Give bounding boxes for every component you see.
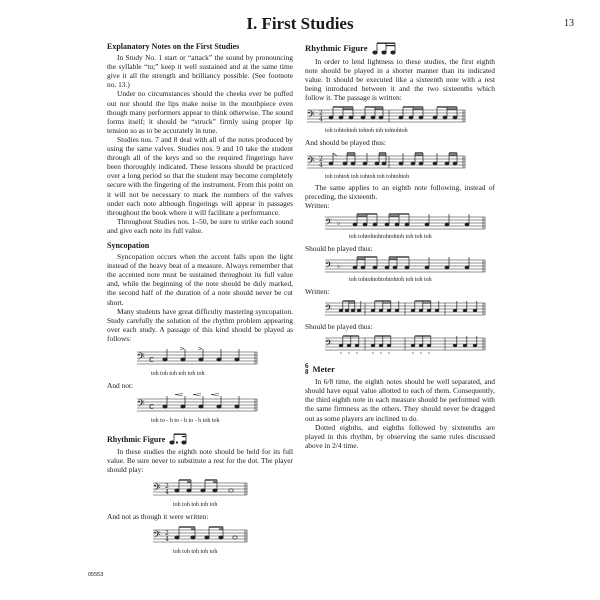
svg-text:♭: ♭ bbox=[337, 218, 341, 227]
syncopation-staff-2 bbox=[107, 393, 293, 417]
page-title: I. First Studies bbox=[246, 14, 354, 33]
svg-text:2: 2 bbox=[319, 110, 323, 118]
svg-text:𝄢: 𝄢 bbox=[325, 216, 333, 230]
rhythmic-figure-heading-right bbox=[305, 42, 495, 55]
meter-heading-text: Meter bbox=[312, 363, 335, 374]
explanatory-paragraph-2: Under no circumstances should the cheeks ever be puffed out nor should the lips make noise in the mouthpiece even though many performers appear to think otherwise. The sound forms itself; it should be “struck” firmly using proper lip tension so as to be accurately in tune. bbox=[107, 89, 293, 135]
syncopation-paragraph-2: Many students have great difficulty mastering syncopation. Study carefully the solution of the rhythm problem appearing over each study. A passage of this kind should be played as follows: bbox=[107, 306, 293, 343]
explanatory-paragraph-3: Studies nos. 7 and 8 deal with all of the notes produced by using the same valves. Studies nos. 9 and 10 take the student through all of the keys and so the required fingerings have been thoroughly indicated. These lessons should be practiced over a long period so that the student may become completely secure with the fingering of the instrument. From this point on it will not be necessary to mark the numbers of the valves under each note although fingerings will appear in passages throughout the book where it will facilitate a performance. bbox=[107, 134, 293, 217]
rhythmic-figure-right-staff-5 bbox=[305, 299, 495, 319]
svg-text:2: 2 bbox=[319, 155, 323, 163]
left-column bbox=[107, 42, 293, 558]
syncopation-syllables-1: toh toh toh toh toh toh bbox=[151, 371, 205, 377]
rhythmic-figure-heading-left bbox=[107, 433, 293, 445]
rhythmic-figure-right-staff-3 bbox=[305, 213, 495, 233]
svg-text:4: 4 bbox=[165, 489, 169, 497]
svg-text:𝄢: 𝄢 bbox=[325, 303, 333, 317]
rhythmic-figure-written-1: Written: bbox=[305, 200, 330, 210]
rhythmic-figure-right-syllables-2: toh tohtoh toh tohtoh toh tohtohtoh bbox=[325, 173, 410, 180]
rhythmic-figure-left-staff-2 bbox=[107, 524, 293, 548]
rhythmic-figure-right-syllables-3: toh tohtohtohtohtohtoh toh toh toh bbox=[349, 233, 432, 240]
svg-text:2: 2 bbox=[165, 530, 169, 538]
rhythmic-figure-written-2: Written: bbox=[305, 286, 330, 296]
eighth-two-sixteenths-icon bbox=[372, 42, 398, 55]
rhythmic-figure-right-syllables-1: toh tohtohtoh tohtoh toh tohtohtoh bbox=[325, 128, 408, 135]
svg-text:𝄢: 𝄢 bbox=[153, 529, 161, 544]
syncopation-heading: Syncopation bbox=[107, 240, 150, 250]
svg-text:𝄢: 𝄢 bbox=[325, 259, 333, 273]
meter-paragraph-2: Dotted eighths, and eighths followed by sixteenths are played in this rhythm, by observing the same rules discussed above in 2/4 time. bbox=[305, 422, 495, 450]
meter-heading bbox=[305, 363, 495, 375]
dotted-eighth-sixteenth-icon bbox=[169, 433, 191, 445]
rhythmic-figure-heading-right-text: Rhythmic Figure bbox=[305, 42, 368, 53]
syncopation-syllables-2: toh to - h to - h to - h toh toh bbox=[151, 418, 220, 425]
right-column bbox=[305, 42, 495, 450]
rhythmic-figure-left-staff-1 bbox=[107, 477, 293, 501]
svg-text:2: 2 bbox=[165, 483, 169, 491]
syncopation-paragraph-1: Syncopation occurs when the accent falls upon the light instead of the heavy beat of a measure. Always remember that the accented note must be sustained throughout its full value and, while the beginning of the note should be duly marked, the second half of the duration of a note should never be cut short. bbox=[107, 252, 293, 307]
explanatory-paragraph-4: Throughout Studies nos. 1–50, be sure to strike each sound and give each note its full value. bbox=[107, 216, 293, 235]
meter-sign-top: 6 bbox=[305, 362, 309, 371]
svg-text:c: c bbox=[149, 355, 155, 365]
rhythmic-figure-heading-left-text: Rhythmic Figure bbox=[107, 434, 166, 444]
svg-text:𝄢: 𝄢 bbox=[137, 351, 145, 365]
rhythmic-figure-right-staff-1 bbox=[305, 105, 495, 127]
svg-text:𝄢: 𝄢 bbox=[325, 338, 333, 352]
rhythmic-figure-right-paragraph-1: In order to lend lightness to these studies, the first eighth note should be played in a shorter manner than its indicated value. It should be executed like a sixteenth note with a rest being introduced between it and the two sixteenths which follow it. The passage is written: bbox=[305, 57, 495, 103]
page-number: 13 bbox=[564, 18, 574, 29]
meter-paragraph-1: In 6/8 time, the eighth notes should be well separated, and should have equal value allotted to each of them. Consequently, the third eighth note in each measure should be performed with the same firmness as the others. They should never be dragged out as some players are inclined to do. bbox=[305, 377, 495, 423]
svg-text:♭: ♭ bbox=[337, 261, 341, 270]
explanatory-paragraph-1: In Study No. 1 start or “attack” the sound by pronouncing the syllable “tu;” keep it well sustained and at the same time give it all the strength and brilliancy possible. (See footnote no. 13.) bbox=[107, 53, 293, 90]
rhythmic-figure-right-staff-6 bbox=[305, 334, 495, 356]
svg-text:c: c bbox=[149, 402, 155, 413]
rhythmic-figure-right-staff-2 bbox=[305, 151, 495, 173]
rhythmic-figure-left-paragraph: In these studies the eighth note should be held for its full value. Be sure never to substitute a rest for the dot. The player should play: bbox=[107, 447, 293, 475]
svg-text:4: 4 bbox=[319, 116, 323, 124]
svg-text:𝄢: 𝄢 bbox=[307, 109, 315, 124]
rhythmic-figure-left-syllables-1: toh toh toh toh toh bbox=[173, 502, 218, 509]
rhythmic-figure-should-be-2: Should be played thus: bbox=[305, 243, 373, 253]
explanatory-heading: Explanatory Notes on the First Studies bbox=[107, 42, 240, 51]
svg-text:𝄢: 𝄢 bbox=[137, 398, 145, 413]
svg-text:𝄢: 𝄢 bbox=[153, 482, 161, 497]
rhythmic-figure-right-paragraph-2: The same applies to an eighth note following, instead of preceding, the sixteenth. bbox=[305, 182, 495, 201]
svg-text:𝄢: 𝄢 bbox=[307, 154, 315, 169]
rhythmic-figure-right-staff-4 bbox=[305, 256, 495, 276]
syncopation-staff-1 bbox=[107, 346, 293, 370]
svg-text:4: 4 bbox=[319, 161, 323, 169]
meter-sign-bottom: 8 bbox=[305, 368, 309, 377]
footer-code: 05553 bbox=[88, 572, 104, 578]
svg-text:4: 4 bbox=[165, 536, 169, 544]
syncopation-and-not: And not: bbox=[107, 381, 134, 390]
meter-time-signature bbox=[305, 363, 309, 375]
rhythmic-figure-right-syllables-4: toh tohtohtohtohtohtoh toh toh toh bbox=[349, 276, 432, 283]
rhythmic-figure-left-and-not: And not as though it were written: bbox=[107, 512, 209, 522]
rhythmic-figure-should-be-3: Should be played thus: bbox=[305, 322, 373, 332]
rhythmic-figure-should-be-1: And should be played thus: bbox=[305, 138, 386, 148]
rhythmic-figure-left-syllables-2: toh toh toh toh toh bbox=[173, 549, 218, 556]
